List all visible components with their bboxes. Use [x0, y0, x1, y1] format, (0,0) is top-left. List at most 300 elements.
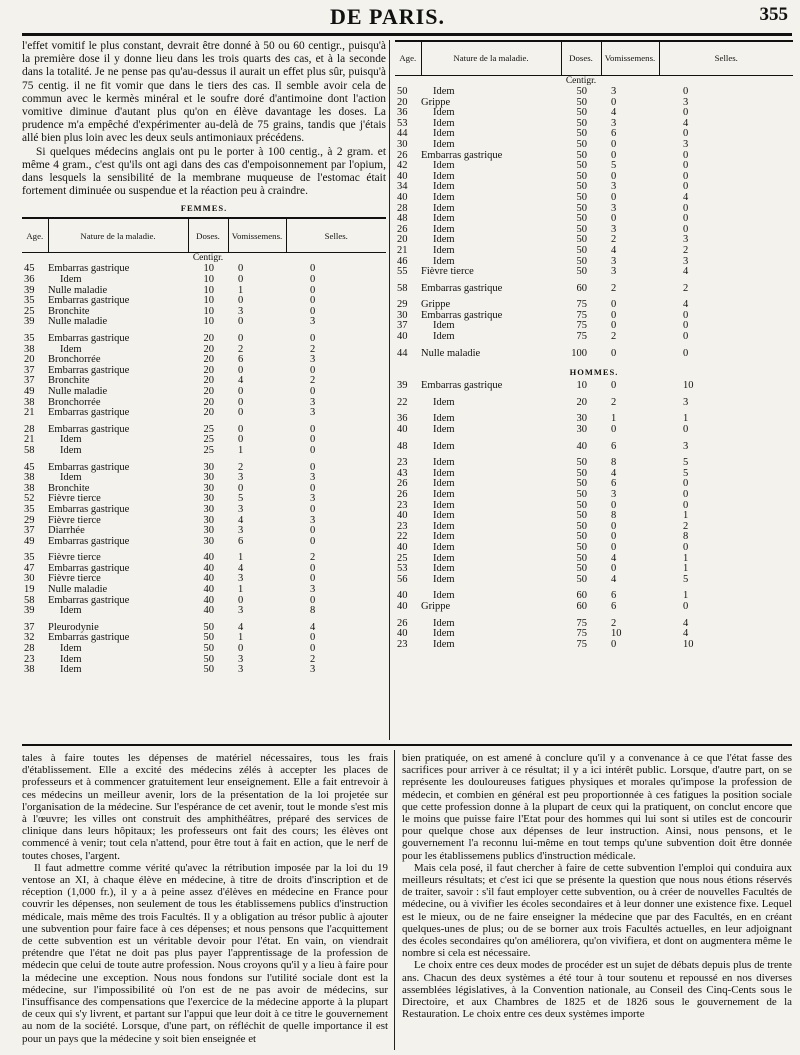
age-cell: 20: [397, 235, 408, 246]
table-row: [22, 307, 386, 318]
unit-row: [395, 75, 793, 87]
age-cell: 37: [24, 622, 35, 633]
vomissemens-cell: 0: [611, 300, 617, 311]
table-row: [395, 214, 793, 225]
age-cell: 53: [397, 118, 408, 129]
dose-cell: 20: [203, 386, 214, 397]
vomissemens-cell: 0: [238, 408, 244, 419]
page-number: 355: [759, 4, 788, 25]
age-cell: 30: [24, 574, 35, 585]
vomissemens-cell: 3: [238, 473, 244, 484]
table-row: [395, 414, 793, 425]
dose-cell: 50: [576, 490, 587, 500]
vomissemens-cell: 0: [611, 564, 617, 575]
selles-cell: 0: [683, 203, 689, 214]
age-cell: 53: [397, 564, 408, 575]
vomissemens-cell: 2: [611, 235, 617, 246]
table-row: [22, 494, 386, 505]
selles-cell: 3: [683, 97, 689, 108]
selles-cell: 1: [683, 591, 689, 602]
nature-cell: Idem: [433, 245, 455, 256]
age-cell: 45: [24, 462, 35, 473]
table-row: [395, 381, 793, 392]
body-paragraph: Le choix entre ces deux modes de procéder est un sujet de débats depuis plus de trente ans. Chacun des deux systèmes a été tour à tour soutenu et repoussé en nos diverses assemblées législatives, à la Convention nationale, au Conseil des Cinq-Cents sous le Directoire, et aux Chambres de 1825 et de 1826 sous le gouvernement de la Restauration. Le choix entre ces deux systèmes importe: [402, 959, 792, 1021]
dose-cell: 40: [203, 553, 214, 564]
table-row: [395, 140, 793, 151]
table-row: [395, 119, 793, 130]
nature-cell: Idem: [60, 665, 82, 676]
table-row: [395, 458, 793, 469]
selles-cell: 3: [310, 397, 316, 408]
vomissemens-cell: 10: [611, 629, 622, 640]
nature-cell: Bronchite: [48, 483, 90, 494]
nature-cell: Embarras gastrique: [48, 462, 130, 473]
table-row: [395, 532, 793, 543]
table-row: [395, 602, 793, 613]
age-cell: 37: [24, 526, 35, 537]
vomissemens-cell: 0: [238, 397, 244, 408]
vomissemens-cell: 6: [611, 129, 617, 140]
dose-cell: 30: [203, 504, 214, 515]
page-header: [0, 0, 800, 36]
selles-cell: 3: [310, 585, 316, 596]
vomissemens-cell: 4: [611, 553, 617, 564]
dose-cell: 50: [576, 511, 587, 522]
age-cell: 58: [24, 595, 35, 606]
selles-cell: 0: [310, 595, 316, 606]
selles-cell: 2: [310, 344, 316, 355]
vomissemens-cell: 0: [238, 296, 244, 307]
age-cell: 35: [24, 334, 35, 344]
vomissemens-cell: 4: [238, 563, 244, 574]
vomissemens-cell: 0: [611, 321, 617, 332]
table-row: [22, 435, 386, 446]
dose-cell: 50: [576, 108, 587, 119]
table-row: [395, 575, 793, 586]
header-rule: [22, 33, 792, 36]
age-cell: 22: [397, 532, 408, 543]
table-row: [395, 349, 793, 360]
table-row: [395, 87, 793, 98]
age-cell: 36: [24, 275, 35, 286]
nature-cell: Idem: [60, 606, 82, 617]
age-cell: 26: [397, 150, 408, 161]
table-row: [22, 585, 386, 596]
dose-cell: 75: [576, 321, 587, 332]
dose-cell: 20: [203, 397, 214, 408]
selles-cell: 3: [683, 441, 689, 452]
table-row: [395, 151, 793, 162]
age-cell: 38: [24, 473, 35, 484]
dose-cell: 40: [203, 574, 214, 585]
dose-cell: 50: [576, 182, 587, 193]
dose-cell: 25: [203, 424, 214, 435]
nature-cell: Embarras gastrique: [48, 334, 130, 344]
dose-cell: 40: [203, 606, 214, 617]
vomissemens-cell: 0: [611, 310, 617, 321]
vomissemens-cell: 3: [611, 203, 617, 214]
unit-spacer: [659, 75, 793, 87]
vomissemens-cell: 2: [611, 618, 617, 629]
dose-cell: 75: [576, 300, 587, 311]
table-row: [22, 655, 386, 666]
dose-cell: 50: [576, 203, 587, 214]
unit-spacer: [601, 75, 659, 87]
nature-cell: Idem: [433, 87, 455, 97]
vomissemens-cell: 5: [611, 161, 617, 172]
table-row: [22, 644, 386, 655]
vomissemens-cell: 3: [238, 504, 244, 515]
nature-cell: Idem: [433, 235, 455, 246]
selles-cell: 0: [683, 310, 689, 321]
table-row: [22, 366, 386, 377]
nature-cell: Idem: [60, 344, 82, 355]
vomissemens-cell: 2: [238, 462, 244, 473]
vomissemens-cell: 0: [611, 171, 617, 182]
selles-cell: 0: [683, 108, 689, 119]
nature-cell: Idem: [433, 332, 455, 343]
age-cell: 39: [397, 381, 408, 392]
table-row: [395, 543, 793, 554]
selles-cell: 0: [310, 306, 316, 317]
dose-cell: 20: [203, 344, 214, 355]
dose-cell: 20: [203, 334, 214, 344]
vomissemens-cell: 0: [238, 365, 244, 376]
vomissemens-cell: 0: [238, 275, 244, 286]
selles-cell: 4: [683, 192, 689, 203]
unit-spacer: [228, 252, 286, 264]
column-divider: [389, 40, 390, 740]
dose-cell: 50: [203, 622, 214, 633]
vomissemens-cell: 0: [611, 542, 617, 553]
vomissemens-cell: 2: [611, 332, 617, 343]
table-row: [22, 387, 386, 398]
nature-cell: Idem: [60, 644, 82, 655]
selles-cell: 2: [310, 654, 316, 665]
table-row: [395, 490, 793, 501]
table-row: [395, 398, 793, 409]
dose-cell: 40: [203, 563, 214, 574]
dose-cell: 40: [576, 441, 587, 452]
vomissemens-cell: 0: [238, 264, 244, 275]
age-cell: 23: [397, 458, 408, 469]
age-cell: 44: [397, 348, 408, 359]
age-cell: 23: [397, 521, 408, 532]
table-row: [22, 275, 386, 286]
nature-cell: Nulle maladie: [421, 348, 481, 359]
doses-header: Doses.: [188, 218, 228, 252]
table-header-row: [22, 218, 386, 252]
selles-cell: 5: [683, 574, 689, 585]
dose-cell: 10: [203, 317, 214, 328]
selles-cell: 4: [683, 300, 689, 311]
age-cell: 40: [397, 192, 408, 203]
age-cell: 25: [397, 553, 408, 564]
nature-cell: Idem: [433, 468, 455, 479]
nature-cell: Idem: [433, 618, 455, 629]
unit-spacer: [421, 75, 561, 87]
vomissemens-cell: 1: [238, 285, 244, 296]
selles-cell: 3: [310, 317, 316, 328]
section-rule: [22, 744, 792, 746]
unit-spacer: [395, 75, 421, 87]
dose-cell: 10: [203, 285, 214, 296]
body-paragraph: Mais cela posé, il faut chercher à faire de cette subvention l'emploi qui conduira aux meilleurs résultats; et c'est ici que se présente la question que nous nous étions réservés de traiter, savoir : s'il faut employer cette subvention, ou à créer de nouvelles Facultés de médecine, ou à vivifier les écoles secondaires et à leur donner une existence fixe. Lequel est le mieux, ou de ne faire enseigner la médecine que par des Facultés, en en créant quelques-unes de plus; ou de se borner aux trois Facultés actuelles, en leur adjoignant des écoles secondaires qu'on améliorera, qu'on vivifiera, et dont on augmentera même le nombre si cela est nécessaire.: [402, 861, 792, 960]
selles-cell: 0: [683, 490, 689, 500]
table-row: [22, 537, 386, 548]
dose-cell: 50: [576, 192, 587, 203]
age-cell: 46: [397, 256, 408, 267]
dose-cell: 50: [576, 171, 587, 182]
table-row: [22, 463, 386, 474]
age-cell: 19: [24, 585, 35, 596]
table-row: [22, 334, 386, 345]
selles-cell: 3: [683, 256, 689, 267]
nature-cell: Idem: [433, 511, 455, 522]
vomissemens-cell: 5: [238, 494, 244, 505]
nature-cell: Grippe: [421, 97, 451, 108]
table-row: [22, 564, 386, 575]
vomissemens-cell: 0: [611, 639, 617, 650]
dose-cell: 50: [576, 224, 587, 235]
table-row: [395, 564, 793, 575]
femmes-suite-table: [395, 40, 793, 359]
nature-cell: Idem: [433, 500, 455, 511]
vomissemens-cell: 6: [611, 441, 617, 452]
nature-cell: Embarras gastrique: [421, 283, 503, 294]
nature-cell: Nulle maladie: [48, 285, 108, 296]
vomissemens-cell: 4: [238, 622, 244, 633]
selles-header: Selles.: [286, 218, 386, 252]
table-row: [22, 425, 386, 436]
table-row: [22, 596, 386, 607]
table-row: [395, 300, 793, 311]
age-cell: 28: [24, 644, 35, 655]
dose-cell: 30: [203, 526, 214, 537]
dose-cell: 10: [203, 306, 214, 317]
age-cell: 40: [397, 511, 408, 522]
vomissemens-cell: 1: [238, 633, 244, 644]
vomissemens-cell: 0: [238, 595, 244, 606]
table-row: [395, 554, 793, 565]
vomissemens-cell: 3: [238, 306, 244, 317]
age-cell: 21: [24, 408, 35, 419]
dose-cell: 25: [203, 445, 214, 456]
selles-cell: 2: [683, 283, 689, 294]
dose-cell: 75: [576, 629, 587, 640]
nature-cell: Idem: [433, 532, 455, 543]
nature-cell: Idem: [433, 397, 455, 408]
nature-header: Nature de la maladie.: [421, 41, 561, 75]
table-header-row: [395, 41, 793, 75]
age-cell: 58: [397, 283, 408, 294]
age-cell: 26: [397, 490, 408, 500]
vomissemens-cell: 0: [611, 425, 617, 436]
femmes-title: FEMMES.: [180, 203, 228, 214]
nature-cell: Idem: [60, 435, 82, 446]
vomissemens-cell: 0: [238, 386, 244, 397]
table-row: [22, 505, 386, 516]
table-row: [22, 355, 386, 366]
age-cell: 26: [397, 479, 408, 490]
age-cell: 30: [397, 139, 408, 150]
age-cell: 38: [24, 344, 35, 355]
selles-cell: 5: [683, 458, 689, 469]
dose-cell: 50: [576, 553, 587, 564]
age-cell: 48: [397, 214, 408, 225]
nature-cell: Idem: [433, 161, 455, 172]
nature-cell: Nulle maladie: [48, 585, 108, 596]
nature-cell: Embarras gastrique: [48, 563, 130, 574]
age-cell: 47: [24, 563, 35, 574]
table-row: [395, 204, 793, 215]
age-cell: 50: [397, 87, 408, 97]
nature-cell: Idem: [433, 490, 455, 500]
nature-cell: Nulle maladie: [48, 386, 108, 397]
vomissemens-cell: 2: [611, 283, 617, 294]
nature-cell: Bronchite: [48, 376, 90, 387]
age-cell: 36: [397, 108, 408, 119]
vomissemens-cell: 3: [611, 256, 617, 267]
dose-cell: 30: [576, 425, 587, 436]
nature-cell: Embarras gastrique: [48, 408, 130, 419]
vomissemens-cell: 0: [611, 532, 617, 543]
running-title: DE PARIS.: [330, 4, 445, 29]
nature-cell: Embarras gastrique: [48, 504, 130, 515]
table-row: [395, 479, 793, 490]
vomissemens-cell: 6: [238, 536, 244, 547]
age-cell: 40: [397, 601, 408, 612]
dose-cell: 30: [203, 536, 214, 547]
vomissemens-cell: 0: [238, 424, 244, 435]
table-row: [395, 235, 793, 246]
vomissemens-cell: 0: [611, 192, 617, 203]
dose-unit: Centigr.: [192, 253, 224, 264]
selles-cell: 0: [683, 479, 689, 490]
selles-cell: 0: [683, 214, 689, 225]
age-cell: 25: [24, 306, 35, 317]
table-row: [395, 172, 793, 183]
table-row: [22, 296, 386, 307]
hommes-title: HOMMES.: [569, 367, 619, 378]
selles-cell: 0: [310, 445, 316, 456]
selles-cell: 0: [310, 435, 316, 446]
table-row: [395, 311, 793, 322]
nature-cell: Idem: [60, 473, 82, 484]
vomissemens-cell: 0: [611, 97, 617, 108]
age-cell: 37: [397, 321, 408, 332]
age-cell: 29: [24, 515, 35, 526]
nature-cell: Grippe: [421, 300, 451, 311]
selles-cell: 0: [683, 425, 689, 436]
dose-cell: 50: [576, 235, 587, 246]
selles-cell: 8: [310, 606, 316, 617]
table-row: [395, 284, 793, 295]
nature-cell: Bronchorrée: [48, 355, 101, 366]
dose-cell: 10: [576, 381, 587, 392]
dose-cell: 50: [203, 654, 214, 665]
table-row: [395, 98, 793, 109]
vomissemens-cell: 3: [611, 182, 617, 193]
table-row: [395, 425, 793, 436]
nature-cell: Idem: [433, 171, 455, 182]
age-cell: 38: [24, 665, 35, 676]
selles-cell: 3: [310, 408, 316, 419]
vomissemens-cell: 3: [238, 665, 244, 676]
dose-cell: 50: [576, 118, 587, 129]
selles-cell: 0: [310, 462, 316, 473]
table-row: [395, 332, 793, 343]
age-cell: 30: [397, 310, 408, 321]
selles-cell: 0: [683, 171, 689, 182]
nature-cell: Idem: [433, 414, 455, 425]
selles-cell: 0: [310, 644, 316, 655]
bottom-right-column: [402, 752, 792, 1020]
nature-cell: Fièvre tierce: [48, 494, 101, 505]
selles-cell: 1: [683, 564, 689, 575]
age-cell: 28: [24, 424, 35, 435]
selles-cell: 8: [683, 532, 689, 543]
selles-cell: 0: [310, 386, 316, 397]
intro-paragraph-2: Si quelques médecins anglais ont pu le porter à 100 centig., à 2 gram. et même 4 gram., c'est qu'ils ont agi dans des cas d'empoisonnement par l'opium, dans lesquels la sensibilité de la membrane muqueuse de l'estomac était fortement diminuée ou suspendue et la réaction peu à craindre.: [22, 145, 386, 198]
age-cell: 35: [24, 504, 35, 515]
dose-cell: 75: [576, 310, 587, 321]
age-cell: 38: [24, 483, 35, 494]
age-cell: 38: [24, 397, 35, 408]
nature-cell: Idem: [60, 275, 82, 286]
hommes-table: [395, 381, 793, 650]
age-cell: 52: [24, 494, 35, 505]
vomissemens-cell: 3: [611, 118, 617, 129]
dose-cell: 30: [203, 473, 214, 484]
body-paragraph: Il faut admettre comme vérité qu'avec la rétribution imposée par la loi du 19 ventose an XI, à chaque élève en médecine, à titre de droits d'inscription et de réception (1,000 fr.), il y a à peine assez d'élèves en médecine en France pour couvrir les dépenses, non seulement de tous les établissemens publics d'instruction médicale, mais même des trois Facultés. Il y a obligation au trésor public à ajouter une subvention pour faire face à ces dépenses; et nous pensons que l'acquittement de cette subvention est un véritable devoir pour l'état. En vain, on viendrait prétendre que l'état ne doit pas plus payer l'apprentissage de la profession de médecin que celui de toute autre profession. Nous croyons qu'il y a lieu à faire pour la médecine une exception. Nous nous fondons sur l'utilité sociale dont est la médecine, sur l'impossibilité où l'on est de ne pas avoir de médecins, sur l'insuffisance des compensations que l'exercice de la médecine apporte à la plupart de ceux qui s'y livrent, et partant sur l'appui que leur doit à ce titre le gouvernement au nom de la société. Lorsque, d'une part, on réfléchit de quelle importance il est pour un pays que la médecine y soit bien enseignée et: [22, 861, 388, 1045]
nature-cell: Idem: [433, 574, 455, 585]
nature-cell: Idem: [433, 441, 455, 452]
vomissemens-cell: 6: [611, 479, 617, 490]
unit-spacer: [48, 252, 188, 264]
vomissemens-cell: 3: [611, 87, 617, 97]
selles-cell: 2: [683, 245, 689, 256]
dose-cell: 50: [576, 532, 587, 543]
selles-cell: 0: [310, 365, 316, 376]
age-cell: 26: [397, 618, 408, 629]
table-row: [395, 321, 793, 332]
selles-cell: 2: [310, 553, 316, 564]
selles-cell: 3: [683, 139, 689, 150]
dose-cell: 50: [576, 161, 587, 172]
dose-cell: 50: [576, 214, 587, 225]
dose-cell: 50: [576, 87, 587, 97]
nature-cell: Idem: [433, 553, 455, 564]
selles-cell: 0: [683, 321, 689, 332]
selles-cell: 3: [310, 665, 316, 676]
age-cell: 39: [24, 317, 35, 328]
selles-cell: 10: [683, 381, 694, 392]
nature-cell: Pleurodynie: [48, 622, 99, 633]
right-column: [395, 40, 793, 650]
selles-cell: 0: [683, 332, 689, 343]
bottom-left-column: [22, 752, 388, 1045]
table-row: [22, 553, 386, 564]
dose-cell: 50: [203, 665, 214, 676]
vomissemens-cell: 3: [238, 574, 244, 585]
age-cell: 45: [24, 264, 35, 275]
table-row: [22, 574, 386, 585]
dose-cell: 50: [576, 521, 587, 532]
selles-cell: 1: [683, 511, 689, 522]
age-cell: 49: [24, 536, 35, 547]
left-column: [22, 40, 386, 676]
